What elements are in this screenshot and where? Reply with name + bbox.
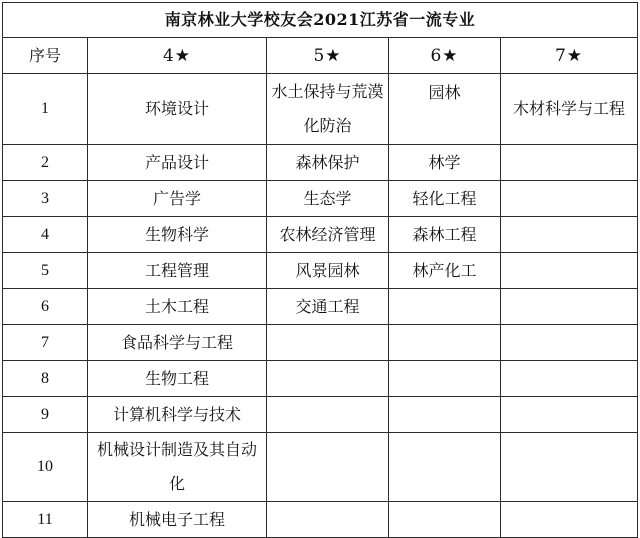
- major-7-star: [501, 325, 638, 361]
- row-number: 3: [3, 181, 88, 217]
- major-5-star: 农林经济管理: [267, 217, 389, 253]
- major-7-star: [501, 433, 638, 502]
- major-6-star: [389, 433, 501, 502]
- table-row: [3, 181, 638, 217]
- major-6-star: 轻化工程: [389, 181, 501, 217]
- major-4-star: 生物科学: [88, 217, 267, 253]
- major-4-star: 机械设计制造及其自动化: [88, 433, 267, 502]
- major-7-star: [501, 145, 638, 181]
- major-4-star: 生物工程: [88, 361, 267, 397]
- major-5-star: 风景园林: [267, 253, 389, 289]
- table-title: 南京林业大学校友会2021江苏省一流专业: [3, 3, 638, 38]
- table-row: [3, 74, 638, 145]
- table-row: [3, 502, 638, 538]
- table-row: [3, 433, 638, 502]
- major-4-star: 产品设计: [88, 145, 267, 181]
- row-number: 10: [3, 433, 88, 502]
- table-row: [3, 361, 638, 397]
- row-number: 9: [3, 397, 88, 433]
- major-7-star: [501, 289, 638, 325]
- table-row: [3, 325, 638, 361]
- major-6-star: [389, 361, 501, 397]
- header-row: [3, 38, 638, 74]
- header-6-star: 6★: [389, 38, 501, 74]
- major-6-star: [389, 397, 501, 433]
- major-7-star: [501, 253, 638, 289]
- major-4-star: 食品科学与工程: [88, 325, 267, 361]
- row-number: 1: [3, 74, 88, 145]
- major-6-star: [389, 502, 501, 538]
- majors-table-sheet: [2, 2, 637, 529]
- title-row: [3, 3, 638, 38]
- major-5-star: 交通工程: [267, 289, 389, 325]
- major-4-star: 广告学: [88, 181, 267, 217]
- major-4-star: 计算机科学与技术: [88, 397, 267, 433]
- major-6-star: 林学: [389, 145, 501, 181]
- major-6-star: [389, 289, 501, 325]
- major-7-star: [501, 502, 638, 538]
- major-5-star: [267, 502, 389, 538]
- major-7-star: 木材科学与工程: [501, 74, 638, 145]
- table-row: [3, 289, 638, 325]
- table-row: [3, 397, 638, 433]
- major-5-star: 水土保持与荒漠化防治: [267, 74, 389, 145]
- header-7-star: 7★: [501, 38, 638, 74]
- major-5-star: [267, 433, 389, 502]
- major-7-star: [501, 361, 638, 397]
- row-number: 6: [3, 289, 88, 325]
- major-6-star: 森林工程: [389, 217, 501, 253]
- row-number: 11: [3, 502, 88, 538]
- major-4-star: 工程管理: [88, 253, 267, 289]
- row-number: 2: [3, 145, 88, 181]
- major-5-star: [267, 361, 389, 397]
- table-row: [3, 145, 638, 181]
- header-5-star: 5★: [267, 38, 389, 74]
- major-6-star: 林产化工: [389, 253, 501, 289]
- table-row: [3, 253, 638, 289]
- major-4-star: 环境设计: [88, 74, 267, 145]
- major-7-star: [501, 181, 638, 217]
- row-number: 7: [3, 325, 88, 361]
- major-5-star: [267, 397, 389, 433]
- row-number: 4: [3, 217, 88, 253]
- major-6-star: 园林: [389, 74, 501, 145]
- major-5-star: [267, 325, 389, 361]
- major-5-star: 森林保护: [267, 145, 389, 181]
- header-4-star: 4★: [88, 38, 267, 74]
- major-4-star: 机械电子工程: [88, 502, 267, 538]
- row-number: 8: [3, 361, 88, 397]
- table-row: [3, 217, 638, 253]
- major-6-star: [389, 325, 501, 361]
- major-4-star: 土木工程: [88, 289, 267, 325]
- major-7-star: [501, 397, 638, 433]
- row-number: 5: [3, 253, 88, 289]
- majors-table: [2, 2, 638, 538]
- major-5-star: 生态学: [267, 181, 389, 217]
- header-seq: 序号: [3, 38, 88, 74]
- major-7-star: [501, 217, 638, 253]
